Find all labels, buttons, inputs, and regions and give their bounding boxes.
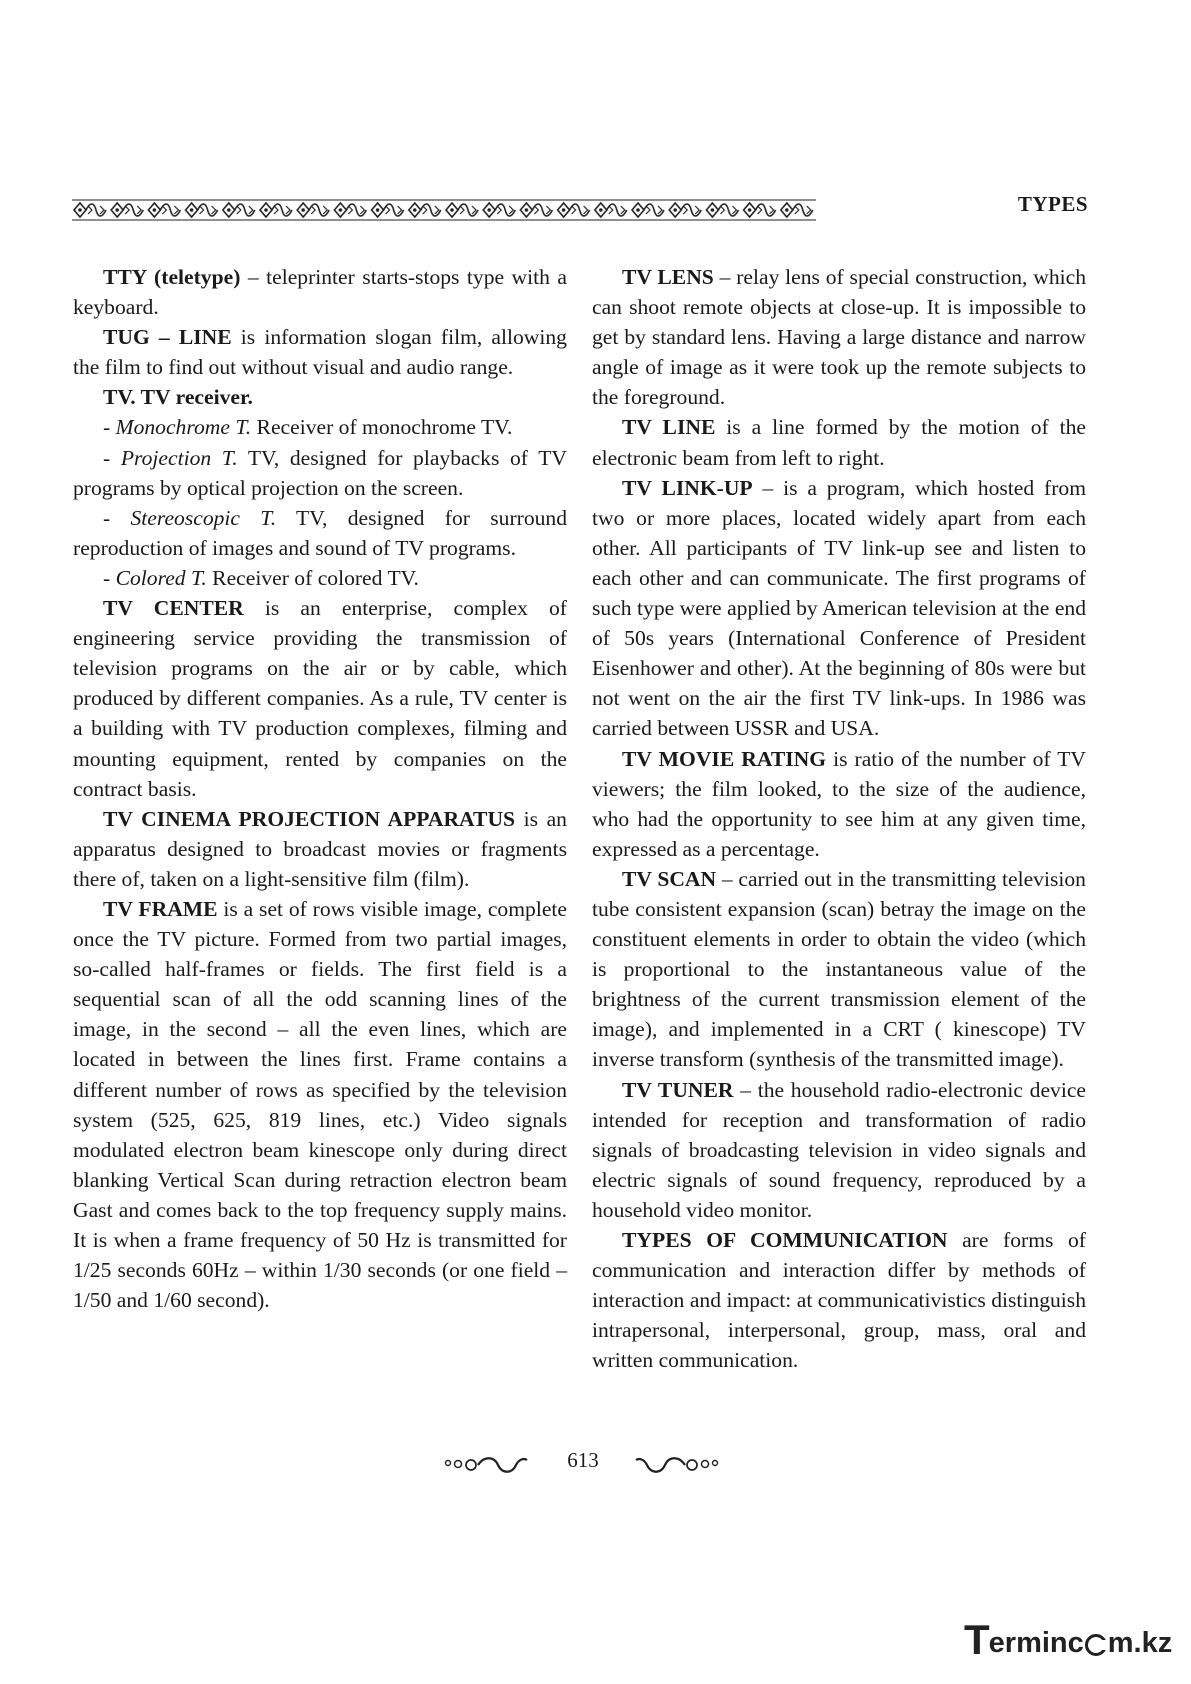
sub-entry-prefix: - <box>103 505 131 530</box>
page-footer <box>0 1448 1191 1478</box>
entry-paragraph <box>73 804 567 894</box>
entry-paragraph <box>592 412 1086 472</box>
entry-text: is information slogan film, allowing the film to find out without visual and audio range. <box>73 325 567 380</box>
entry-term: TYPES OF COMMUNICATION <box>622 1228 948 1252</box>
footer-ornament-left-icon <box>442 1454 528 1476</box>
entry-paragraph <box>73 322 567 382</box>
entry-paragraph <box>592 262 1086 412</box>
entry-text: is ratio of the number of TV viewers; the film looked, to the size of the audience, who had the opportunity to see him at any given time, expressed as a percentage. <box>592 746 1086 861</box>
entry-text: – carried out in the transmitting television tube consistent expansion (scan) betray the image on the constituent elements in order to obtain the video (which is proportional to the instantaneous value of the brightness of the current transmission element of the image), and implemented in a CRT ( kinescope) TV inverse transform (synthesis of the transmitted image). <box>592 866 1086 1072</box>
right-column <box>592 262 1086 1375</box>
entry-text: – the household radio-electronic device intended for reception and transformation of radio signals of broadcasting television in video signals and electric signals of sound frequency, reproduced by a household video monitor. <box>592 1077 1086 1222</box>
sub-entry-prefix: - <box>103 445 121 470</box>
entry-text: – relay lens of special construction, which can shoot remote objects at close-up. It is impossible to get by standard lens. Having a large distance and narrow angle of image as it were took up the remote subjects to the foreground. <box>592 265 1086 410</box>
running-head: TYPES <box>1017 192 1088 216</box>
entry-text: – is a program, which hosted from two or more places, located widely apart from each other. All participants of TV link-up see and listen to each other and can communicate. The first programs of such type were applied by American television at the end of 50s years (International Conference of President Eisenhower and other). At the beginning of 80s were but not went on the air the first TV link-ups. In 1986 was carried between USSR and USA. <box>592 475 1086 741</box>
sub-entry-paragraph <box>73 443 567 503</box>
left-column <box>73 262 567 1315</box>
entry-term: TV LINK-UP <box>622 475 753 500</box>
entry-text: are forms of communication and interaction differ by methods of interaction and impact: at communicativistics distinguish intrapersonal, interpersonal, group, mass, oral and written communication. <box>592 1228 1087 1373</box>
footer-ornament-right-icon <box>635 1454 721 1476</box>
sub-entry-prefix: - <box>103 415 116 440</box>
entry-text: is an enterprise, complex of engineering service providing the transmission of television programs on the air or by cable, which produced by different companies. As a rule, TV center is a building with TV production complexes, filming and mounting equipment, rented by companies on the contract basis. <box>73 596 568 801</box>
sub-entry-term: Projection T. <box>120 445 238 470</box>
sub-entry-text: Receiver of colored TV. <box>206 565 419 590</box>
watermark-text-part2: m.kz <box>1107 1627 1173 1659</box>
sub-entry-term: Colored T. <box>115 565 207 590</box>
sub-entry-term: Monochrome T. <box>115 415 252 440</box>
entry-term: TV CENTER <box>103 596 244 621</box>
sub-entry-text: Receiver of monochrome TV. <box>251 415 513 440</box>
entry-term: TV MOVIE RATING <box>622 746 827 771</box>
watermark-text-part1: erminc <box>988 1627 1084 1659</box>
entry-term: TV SCAN <box>622 866 717 891</box>
entry-text: – teleprinter starts-stops type with a keyboard. <box>73 265 567 320</box>
sub-entry-paragraph <box>73 412 567 442</box>
entry-paragraph <box>592 744 1086 864</box>
entry-paragraph <box>592 1075 1086 1225</box>
site-watermark-logo <box>964 1616 1173 1663</box>
entry-term: TTY (teletype) <box>103 265 241 289</box>
entry-text: is a set of rows visible image, complete once the TV picture. Formed from two partial images, so-called half-frames or fields. The first field is a sequential scan of all the odd scanning lines of the image, in the second – all the even lines, which are located in between the lines first. Frame contains a different number of rows as specified by the television system (525, 625, 819 lines, etc.) Video signals modulated electron beam kinescope only during direct blanking Vertical Scan during retraction electron beam Gast and comes back to the top frequency supply mains. It is when a frame frequency of 50 Hz is transmitted for 1/25 seconds 60Hz – within 1/30 seconds (or one field – 1/50 and 1/60 second). <box>73 896 567 1313</box>
entry-term: TV TUNER <box>622 1077 734 1102</box>
sub-entry-term: Stereoscopic T. <box>130 505 277 530</box>
entry-term: TV. TV receiver. <box>103 385 253 410</box>
watermark-first-letter: T <box>964 1616 990 1663</box>
entry-term: TV LENS <box>622 265 714 289</box>
entry-paragraph <box>592 1225 1086 1375</box>
entry-term: TUG – LINE <box>103 325 232 350</box>
sub-entry-paragraph <box>73 563 567 593</box>
entry-term: TV FRAME <box>103 896 218 921</box>
sub-entry-text: TV, designed for playbacks of TV programs by optical projection on the screen. <box>73 445 567 500</box>
entry-paragraph <box>592 864 1086 1075</box>
entry-paragraph <box>73 593 567 804</box>
entry-paragraph <box>73 894 567 1315</box>
sub-entry-text: TV, designed for surround reproduction of images and sound of TV programs. <box>73 505 568 560</box>
entry-paragraph <box>592 473 1086 744</box>
entry-paragraph <box>73 262 567 322</box>
entry-term: TV CINEMA PROJECTION APPARATUS <box>103 806 516 831</box>
sub-entry-paragraph <box>73 503 567 563</box>
watermark-o-icon <box>1085 1634 1107 1656</box>
entry-paragraph <box>73 382 567 412</box>
entry-text: is an apparatus designed to broadcast movies or fragments there of, taken on a light-sensitive film (film). <box>73 806 567 891</box>
page-number: 613 <box>567 1448 599 1472</box>
entry-text: is a line formed by the motion of the electronic beam from left to right. <box>592 415 1086 470</box>
sub-entry-prefix: - <box>103 565 116 590</box>
entry-term: TV LINE <box>622 415 716 440</box>
header-ornament-band <box>72 198 816 222</box>
